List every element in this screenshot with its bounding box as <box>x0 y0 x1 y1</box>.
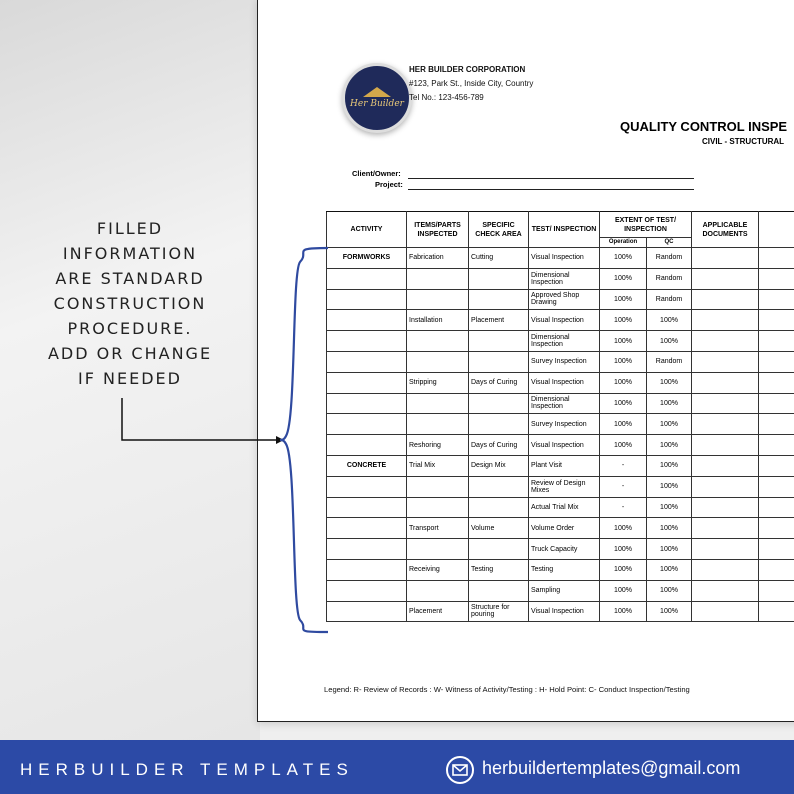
qc-cell: 100% <box>647 539 692 560</box>
footer-email[interactable]: herbuildertemplates@gmail.com <box>482 758 741 778</box>
test-cell: Sampling <box>529 580 600 601</box>
test-cell: Dimensional Inspection <box>529 331 600 352</box>
item-cell: Trial Mix <box>407 455 469 476</box>
check-area-cell: Placement <box>469 310 529 331</box>
qc-cell: Random <box>647 289 692 310</box>
test-cell: Testing <box>529 559 600 580</box>
operation-cell: 100% <box>600 310 647 331</box>
logo-text: Her Builder <box>350 99 404 109</box>
check-area-cell: Structure for pouring <box>469 601 529 622</box>
qc-cell: 100% <box>647 497 692 518</box>
qc-cell: 100% <box>647 476 692 497</box>
check-area-cell: Days of Curing <box>469 372 529 393</box>
footer-brand: HERBUILDER TEMPLATES <box>20 760 354 779</box>
qc-cell: Random <box>647 268 692 289</box>
check-area-cell: Volume <box>469 518 529 539</box>
document-title: QUALITY CONTROL INSPE <box>620 119 788 134</box>
qc-cell: 100% <box>647 601 692 622</box>
bracket-icon <box>280 248 328 632</box>
qc-cell: 100% <box>647 372 692 393</box>
operation-cell: 100% <box>600 414 647 435</box>
annotation-line: PROCEDURE. <box>67 319 193 338</box>
test-cell: Visual Inspection <box>529 248 600 269</box>
qc-cell: 100% <box>647 393 692 414</box>
qc-cell: 100% <box>647 435 692 456</box>
header-check-area: SPECIFIC CHECK AREA <box>469 212 529 248</box>
operation-cell: 100% <box>600 331 647 352</box>
activity-cell: FORMWORKS <box>327 248 407 269</box>
header-documents: APPLICABLE DOCUMENTS <box>692 212 759 248</box>
test-cell: Visual Inspection <box>529 310 600 331</box>
operation-cell: - <box>600 497 647 518</box>
item-cell: Receiving <box>407 559 469 580</box>
item-cell: Fabrication <box>407 248 469 269</box>
qc-cell: 100% <box>647 559 692 580</box>
annotation-line: ARE STANDARD <box>55 269 205 288</box>
header-extent: EXTENT OF TEST/ INSPECTION <box>600 212 692 238</box>
company-name: HER BUILDER CORPORATION <box>409 65 526 74</box>
qc-cell: Random <box>647 248 692 269</box>
operation-cell: 100% <box>600 248 647 269</box>
test-cell: Volume Order <box>529 518 600 539</box>
operation-cell: 100% <box>600 559 647 580</box>
operation-cell: 100% <box>600 539 647 560</box>
operation-cell: 100% <box>600 601 647 622</box>
check-area-cell: Testing <box>469 559 529 580</box>
test-cell: Review of Design Mixes <box>529 476 600 497</box>
annotation-line: CONSTRUCTION <box>53 294 207 313</box>
header-items: ITEMS/PARTS INSPECTED <box>407 212 469 248</box>
test-cell: Dimensional Inspection <box>529 393 600 414</box>
qc-cell: 100% <box>647 310 692 331</box>
test-cell: Survey Inspection <box>529 414 600 435</box>
annotation-line: IF NEEDED <box>78 369 182 388</box>
operation-cell: 100% <box>600 351 647 372</box>
operation-cell: 100% <box>600 518 647 539</box>
company-tel: Tel No.: 123-456-789 <box>409 93 484 102</box>
qc-cell: 100% <box>647 518 692 539</box>
qc-cell: 100% <box>647 580 692 601</box>
mail-icon <box>446 756 474 784</box>
qc-cell: 100% <box>647 331 692 352</box>
item-cell: Transport <box>407 518 469 539</box>
client-label: Client/Owner: <box>352 169 401 178</box>
operation-cell: - <box>600 455 647 476</box>
operation-cell: 100% <box>600 580 647 601</box>
project-label: Project: <box>375 180 403 189</box>
test-cell: Approved Shop Drawing <box>529 289 600 310</box>
header-test: TEST/ INSPECTION <box>529 212 600 248</box>
activity-cell: CONCRETE <box>327 455 407 476</box>
document-subtitle: CIVIL - STRUCTURAL <box>702 137 785 146</box>
check-area-cell: Design Mix <box>469 455 529 476</box>
test-cell: Visual Inspection <box>529 601 600 622</box>
operation-cell: 100% <box>600 268 647 289</box>
check-area-cell: Cutting <box>469 248 529 269</box>
operation-cell: 100% <box>600 393 647 414</box>
header-qc: QC <box>647 238 692 248</box>
item-cell: Placement <box>407 601 469 622</box>
test-cell: Dimensional Inspection <box>529 268 600 289</box>
qc-cell: 100% <box>647 455 692 476</box>
test-cell: Visual Inspection <box>529 435 600 456</box>
annotation-line: INFORMATION <box>62 244 198 263</box>
header-activity: ACTIVITY <box>327 212 407 248</box>
item-cell: Installation <box>407 310 469 331</box>
check-area-cell: Days of Curing <box>469 435 529 456</box>
item-cell: Reshoring <box>407 435 469 456</box>
item-cell: Stripping <box>407 372 469 393</box>
company-address: #123, Park St., Inside City, Country <box>409 79 534 88</box>
annotation-line: FILLED <box>96 219 164 238</box>
operation-cell: - <box>600 476 647 497</box>
operation-cell: 100% <box>600 372 647 393</box>
legend: Legend: R- Review of Records : W- Witness of Activity/Testing : H- Hold Point: C- Conduct Inspection/Testing <box>324 685 690 694</box>
annotation-line: ADD OR CHANGE <box>47 344 213 363</box>
footer-bar <box>0 740 794 794</box>
operation-cell: 100% <box>600 289 647 310</box>
operation-cell: 100% <box>600 435 647 456</box>
test-cell: Plant Visit <box>529 455 600 476</box>
qc-cell: Random <box>647 351 692 372</box>
arrow-line <box>122 398 276 440</box>
test-cell: Actual Trial Mix <box>529 497 600 518</box>
test-cell: Visual Inspection <box>529 372 600 393</box>
test-cell: Survey Inspection <box>529 351 600 372</box>
qc-cell: 100% <box>647 414 692 435</box>
header-operation: Operation <box>600 238 647 248</box>
test-cell: Truck Capacity <box>529 539 600 560</box>
